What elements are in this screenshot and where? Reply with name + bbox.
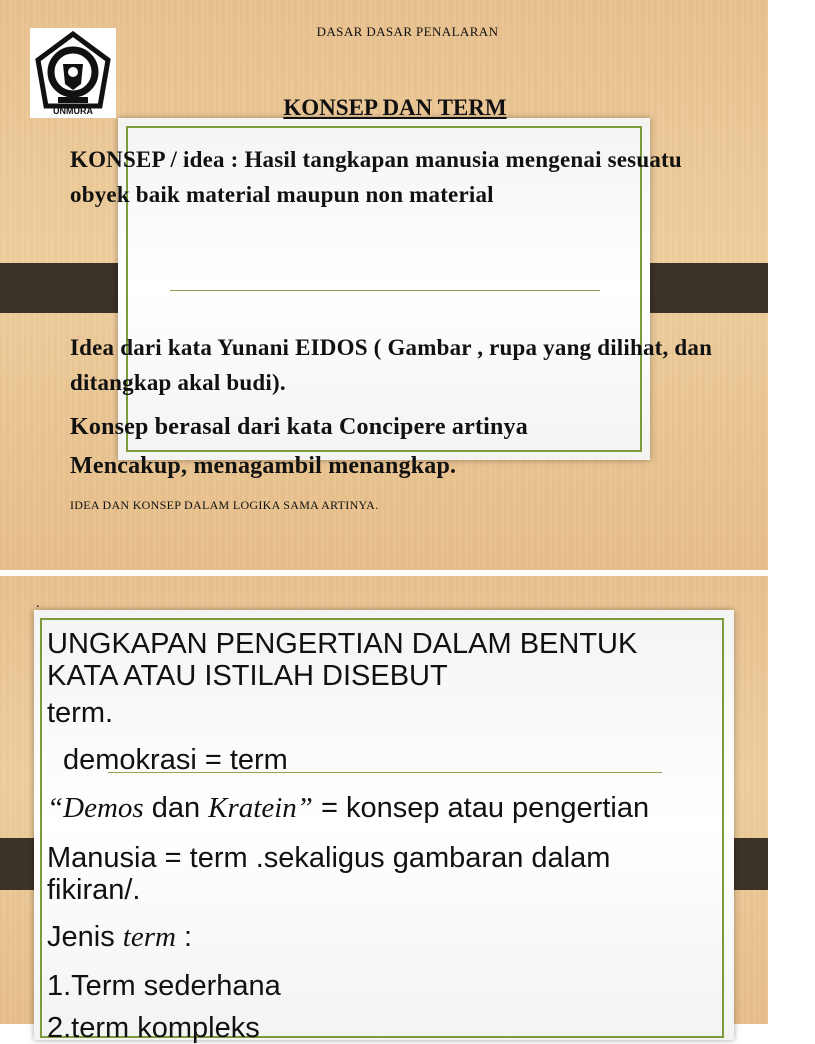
bullet-dot: . — [36, 596, 40, 611]
konsep-definition: KONSEP / idea : Hasil tangkapan manusia mengenai sesuatu obyek baik material maupun non material — [70, 147, 682, 207]
line-demos — [47, 792, 649, 824]
divider-line — [170, 290, 600, 291]
demos-rest: = konsep atau pengertian — [312, 792, 650, 824]
line-jenis-term — [47, 921, 192, 953]
jenis-word: Jenis — [47, 921, 123, 953]
term-heading: UNGKAPAN PENGERTIAN DALAM BENTUK KATA ATAU ISTILAH DISEBUT — [47, 628, 638, 692]
slide-2 — [0, 576, 768, 1044]
term-heading-end: term. — [47, 697, 114, 729]
term-word: term — [122, 921, 176, 953]
kratein-word: Kratein” — [208, 792, 313, 824]
line-manusia: Manusia = term .sekaligus gambaran dalam fikiran/. — [47, 842, 611, 906]
slide-title: KONSEP DAN TERM — [283, 95, 507, 120]
konsep-origin-line1: Konsep berasal dari kata Concipere artinya — [70, 414, 528, 440]
konsep-origin-line2: Mencakup, menagambil menangkap. — [70, 453, 457, 479]
jenis-colon: : — [175, 921, 193, 953]
dan-word: dan — [143, 792, 209, 824]
slide-header: DASAR DASAR PENALARAN — [316, 24, 499, 39]
logo-text: UNMURA — [53, 106, 93, 116]
term-item-2: 2.term kompleks — [47, 1012, 260, 1044]
term-item-1: 1.Term sederhana — [47, 970, 281, 1002]
line-demokrasi: demokrasi = term — [63, 744, 288, 776]
demos-word: “Demos — [47, 792, 144, 824]
footnote: IDEA DAN KONSEP DALAM LOGIKA SAMA ARTINYA. — [70, 498, 379, 512]
idea-definition: Idea dari kata Yunani EIDOS ( Gambar , rupa yang dilihat, dan ditangkap akal budi). — [70, 335, 713, 395]
